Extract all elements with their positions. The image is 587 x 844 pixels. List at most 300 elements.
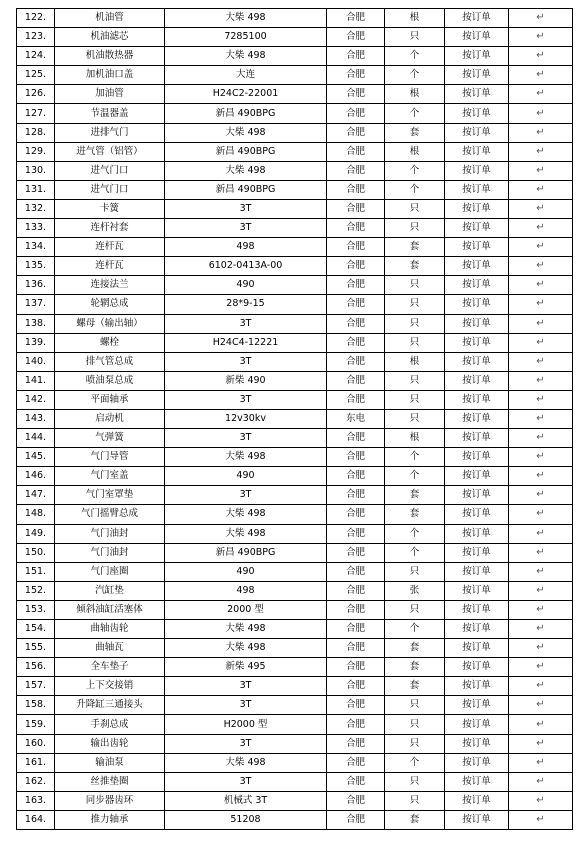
row-number-cell[interactable]: 151. xyxy=(17,562,55,581)
origin-cell[interactable]: 合肥 xyxy=(327,753,385,772)
origin-cell[interactable]: 合肥 xyxy=(327,161,385,180)
part-name-cell[interactable]: 气门油封 xyxy=(55,543,165,562)
table-row xyxy=(17,28,573,47)
unit-cell[interactable]: 只 xyxy=(385,791,445,810)
row-number-cell[interactable]: 153. xyxy=(17,600,55,619)
price-cell[interactable]: 按订单 xyxy=(445,772,509,791)
price-cell[interactable]: 按订单 xyxy=(445,371,509,390)
part-spec-cell[interactable]: 6102-0413A-00 xyxy=(165,257,327,276)
table-row xyxy=(17,85,573,104)
row-number-cell[interactable]: 150. xyxy=(17,543,55,562)
price-cell[interactable]: 按订单 xyxy=(445,524,509,543)
part-name-cell[interactable]: 进排气门 xyxy=(55,123,165,142)
part-name-cell[interactable]: 卡簧 xyxy=(55,199,165,218)
unit-cell[interactable]: 套 xyxy=(385,677,445,696)
row-number-cell[interactable]: 146. xyxy=(17,467,55,486)
price-cell[interactable]: 按订单 xyxy=(445,314,509,333)
part-name-cell[interactable]: 进气门口 xyxy=(55,180,165,199)
origin-cell[interactable]: 合肥 xyxy=(327,333,385,352)
table-row xyxy=(17,9,573,28)
row-number-cell[interactable]: 139. xyxy=(17,333,55,352)
table-row xyxy=(17,333,573,352)
price-cell[interactable]: 按订单 xyxy=(445,639,509,658)
part-spec-cell[interactable]: 大柴 498 xyxy=(165,448,327,467)
origin-cell[interactable]: 东电 xyxy=(327,409,385,428)
unit-cell[interactable]: 套 xyxy=(385,658,445,677)
return-mark-icon: ↵ xyxy=(509,772,573,791)
parts-table-body xyxy=(17,9,573,830)
row-number-cell[interactable]: 138. xyxy=(17,314,55,333)
row-number-cell[interactable]: 123. xyxy=(17,28,55,47)
part-spec-cell[interactable]: 大柴 498 xyxy=(165,620,327,639)
return-mark-icon: ↵ xyxy=(509,104,573,123)
unit-cell[interactable]: 只 xyxy=(385,219,445,238)
origin-cell[interactable]: 合肥 xyxy=(327,352,385,371)
row-number-cell[interactable]: 159. xyxy=(17,715,55,734)
price-cell[interactable]: 按订单 xyxy=(445,715,509,734)
origin-cell[interactable]: 合肥 xyxy=(327,219,385,238)
part-name-cell[interactable]: 上下交接销 xyxy=(55,677,165,696)
part-spec-cell[interactable]: 3T xyxy=(165,219,327,238)
unit-cell[interactable]: 只 xyxy=(385,734,445,753)
part-spec-cell[interactable]: 3T xyxy=(165,486,327,505)
origin-cell[interactable]: 合肥 xyxy=(327,810,385,829)
price-cell[interactable]: 按订单 xyxy=(445,28,509,47)
origin-cell[interactable]: 合肥 xyxy=(327,199,385,218)
row-number-cell[interactable]: 157. xyxy=(17,677,55,696)
row-number-cell[interactable]: 152. xyxy=(17,581,55,600)
part-spec-cell[interactable]: 新柴 495 xyxy=(165,658,327,677)
origin-cell[interactable]: 合肥 xyxy=(327,715,385,734)
unit-cell[interactable]: 只 xyxy=(385,333,445,352)
origin-cell[interactable]: 合肥 xyxy=(327,276,385,295)
part-spec-cell[interactable]: 大柴 498 xyxy=(165,47,327,66)
part-name-cell[interactable]: 喷油泵总成 xyxy=(55,371,165,390)
part-name-cell[interactable]: 连接法兰 xyxy=(55,276,165,295)
row-number-cell[interactable]: 164. xyxy=(17,810,55,829)
unit-cell[interactable]: 根 xyxy=(385,85,445,104)
origin-cell[interactable]: 合肥 xyxy=(327,639,385,658)
table-row xyxy=(17,257,573,276)
row-number-cell[interactable]: 144. xyxy=(17,429,55,448)
unit-cell[interactable]: 张 xyxy=(385,581,445,600)
row-number-cell[interactable]: 124. xyxy=(17,47,55,66)
row-number-cell[interactable]: 125. xyxy=(17,66,55,85)
unit-cell[interactable]: 个 xyxy=(385,524,445,543)
part-name-cell[interactable]: 输油泵 xyxy=(55,753,165,772)
origin-cell[interactable]: 合肥 xyxy=(327,257,385,276)
part-spec-cell[interactable]: 大柴 498 xyxy=(165,9,327,28)
part-spec-cell[interactable]: 大柴 498 xyxy=(165,639,327,658)
price-cell[interactable]: 按订单 xyxy=(445,199,509,218)
origin-cell[interactable]: 合肥 xyxy=(327,448,385,467)
part-name-cell[interactable]: 螺栓 xyxy=(55,333,165,352)
part-name-cell[interactable]: 推力轴承 xyxy=(55,810,165,829)
origin-cell[interactable]: 合肥 xyxy=(327,581,385,600)
return-mark-icon: ↵ xyxy=(509,753,573,772)
part-name-cell[interactable]: 气门油封 xyxy=(55,524,165,543)
part-spec-cell[interactable]: 大连 xyxy=(165,66,327,85)
unit-cell[interactable]: 个 xyxy=(385,180,445,199)
price-cell[interactable]: 按订单 xyxy=(445,85,509,104)
part-spec-cell[interactable]: 3T xyxy=(165,696,327,715)
return-mark-icon: ↵ xyxy=(509,238,573,257)
origin-cell[interactable]: 合肥 xyxy=(327,142,385,161)
row-number-cell[interactable]: 149. xyxy=(17,524,55,543)
part-spec-cell[interactable]: H24C2-22001 xyxy=(165,85,327,104)
return-mark-icon: ↵ xyxy=(509,467,573,486)
return-mark-icon: ↵ xyxy=(509,161,573,180)
part-spec-cell[interactable]: 3T xyxy=(165,772,327,791)
row-number-cell[interactable]: 137. xyxy=(17,295,55,314)
unit-cell[interactable]: 套 xyxy=(385,238,445,257)
return-mark-icon: ↵ xyxy=(509,66,573,85)
row-number-cell[interactable]: 132. xyxy=(17,199,55,218)
row-number-cell[interactable]: 155. xyxy=(17,639,55,658)
origin-cell[interactable]: 合肥 xyxy=(327,180,385,199)
price-cell[interactable]: 按订单 xyxy=(445,486,509,505)
part-name-cell[interactable]: 连杆瓦 xyxy=(55,257,165,276)
part-name-cell[interactable]: 机油管 xyxy=(55,9,165,28)
unit-cell[interactable]: 套 xyxy=(385,123,445,142)
price-cell[interactable]: 按订单 xyxy=(445,238,509,257)
part-spec-cell[interactable]: 2000 型 xyxy=(165,600,327,619)
part-spec-cell[interactable]: 3T xyxy=(165,734,327,753)
price-cell[interactable]: 按订单 xyxy=(445,696,509,715)
part-name-cell[interactable]: 加机油口盖 xyxy=(55,66,165,85)
price-cell[interactable]: 按订单 xyxy=(445,677,509,696)
price-cell[interactable]: 按订单 xyxy=(445,543,509,562)
part-name-cell[interactable]: 平面轴承 xyxy=(55,390,165,409)
price-cell[interactable]: 按订单 xyxy=(445,753,509,772)
origin-cell[interactable]: 合肥 xyxy=(327,238,385,257)
unit-cell[interactable]: 个 xyxy=(385,104,445,123)
price-cell[interactable]: 按订单 xyxy=(445,448,509,467)
part-name-cell[interactable]: 丝推垫圈 xyxy=(55,772,165,791)
unit-cell[interactable]: 个 xyxy=(385,448,445,467)
unit-cell[interactable]: 根 xyxy=(385,352,445,371)
return-mark-icon: ↵ xyxy=(509,123,573,142)
unit-cell[interactable]: 只 xyxy=(385,28,445,47)
table-row xyxy=(17,161,573,180)
unit-cell[interactable]: 只 xyxy=(385,276,445,295)
return-mark-icon: ↵ xyxy=(509,581,573,600)
unit-cell[interactable]: 根 xyxy=(385,142,445,161)
part-spec-cell[interactable]: 3T xyxy=(165,352,327,371)
row-number-cell[interactable]: 142. xyxy=(17,390,55,409)
origin-cell[interactable]: 合肥 xyxy=(327,562,385,581)
part-spec-cell[interactable]: 12v30kv xyxy=(165,409,327,428)
table-row xyxy=(17,371,573,390)
table-row xyxy=(17,409,573,428)
unit-cell[interactable]: 只 xyxy=(385,390,445,409)
unit-cell[interactable]: 套 xyxy=(385,505,445,524)
table-row xyxy=(17,448,573,467)
row-number-cell[interactable]: 156. xyxy=(17,658,55,677)
price-cell[interactable]: 按订单 xyxy=(445,429,509,448)
price-cell[interactable]: 按订单 xyxy=(445,104,509,123)
return-mark-icon: ↵ xyxy=(509,314,573,333)
part-name-cell[interactable]: 连杆瓦 xyxy=(55,238,165,257)
origin-cell[interactable]: 合肥 xyxy=(327,467,385,486)
part-name-cell[interactable]: 气门导管 xyxy=(55,448,165,467)
unit-cell[interactable]: 只 xyxy=(385,696,445,715)
price-cell[interactable]: 按订单 xyxy=(445,295,509,314)
row-number-cell[interactable]: 130. xyxy=(17,161,55,180)
part-name-cell[interactable]: 气门座圈 xyxy=(55,562,165,581)
price-cell[interactable]: 按订单 xyxy=(445,562,509,581)
unit-cell[interactable]: 套 xyxy=(385,810,445,829)
price-cell[interactable]: 按订单 xyxy=(445,505,509,524)
return-mark-icon: ↵ xyxy=(509,600,573,619)
row-number-cell[interactable]: 140. xyxy=(17,352,55,371)
origin-cell[interactable]: 合肥 xyxy=(327,47,385,66)
price-cell[interactable]: 按订单 xyxy=(445,161,509,180)
return-mark-icon: ↵ xyxy=(509,791,573,810)
origin-cell[interactable]: 合肥 xyxy=(327,429,385,448)
part-spec-cell[interactable]: 大柴 498 xyxy=(165,123,327,142)
row-number-cell[interactable]: 127. xyxy=(17,104,55,123)
origin-cell[interactable]: 合肥 xyxy=(327,28,385,47)
part-name-cell[interactable]: 气门摇臂总成 xyxy=(55,505,165,524)
price-cell[interactable]: 按订单 xyxy=(445,409,509,428)
price-cell[interactable]: 按订单 xyxy=(445,467,509,486)
part-spec-cell[interactable]: 498 xyxy=(165,581,327,600)
part-spec-cell[interactable]: 大柴 498 xyxy=(165,505,327,524)
row-number-cell[interactable]: 135. xyxy=(17,257,55,276)
return-mark-icon: ↵ xyxy=(509,352,573,371)
return-mark-icon: ↵ xyxy=(509,390,573,409)
origin-cell[interactable]: 合肥 xyxy=(327,772,385,791)
part-spec-cell[interactable]: 新昌 490BPG xyxy=(165,142,327,161)
row-number-cell[interactable]: 126. xyxy=(17,85,55,104)
part-name-cell[interactable]: 手刹总成 xyxy=(55,715,165,734)
part-name-cell[interactable]: 机油滤芯 xyxy=(55,28,165,47)
unit-cell[interactable]: 只 xyxy=(385,562,445,581)
part-spec-cell[interactable]: 3T xyxy=(165,390,327,409)
part-name-cell[interactable]: 机油散热器 xyxy=(55,47,165,66)
row-number-cell[interactable]: 148. xyxy=(17,505,55,524)
row-number-cell[interactable]: 162. xyxy=(17,772,55,791)
row-number-cell[interactable]: 133. xyxy=(17,219,55,238)
unit-cell[interactable]: 个 xyxy=(385,543,445,562)
origin-cell[interactable]: 合肥 xyxy=(327,600,385,619)
part-spec-cell[interactable]: 新柴 490 xyxy=(165,371,327,390)
return-mark-icon: ↵ xyxy=(509,219,573,238)
return-mark-icon: ↵ xyxy=(509,734,573,753)
origin-cell[interactable]: 合肥 xyxy=(327,123,385,142)
part-spec-cell[interactable]: 大柴 498 xyxy=(165,524,327,543)
unit-cell[interactable]: 根 xyxy=(385,429,445,448)
row-number-cell[interactable]: 163. xyxy=(17,791,55,810)
return-mark-icon: ↵ xyxy=(509,47,573,66)
unit-cell[interactable]: 只 xyxy=(385,409,445,428)
price-cell[interactable]: 按订单 xyxy=(445,276,509,295)
price-cell[interactable]: 按订单 xyxy=(445,257,509,276)
row-number-cell[interactable]: 128. xyxy=(17,123,55,142)
price-cell[interactable]: 按订单 xyxy=(445,142,509,161)
unit-cell[interactable]: 只 xyxy=(385,371,445,390)
part-spec-cell[interactable]: 新昌 490BPG xyxy=(165,543,327,562)
part-spec-cell[interactable]: 大柴 498 xyxy=(165,753,327,772)
price-cell[interactable]: 按订单 xyxy=(445,9,509,28)
origin-cell[interactable]: 合肥 xyxy=(327,620,385,639)
unit-cell[interactable]: 个 xyxy=(385,620,445,639)
origin-cell[interactable]: 合肥 xyxy=(327,524,385,543)
price-cell[interactable]: 按订单 xyxy=(445,390,509,409)
price-cell[interactable]: 按订单 xyxy=(445,734,509,753)
return-mark-icon: ↵ xyxy=(509,810,573,829)
return-mark-icon: ↵ xyxy=(509,620,573,639)
origin-cell[interactable]: 合肥 xyxy=(327,295,385,314)
price-cell[interactable]: 按订单 xyxy=(445,810,509,829)
table-row xyxy=(17,390,573,409)
unit-cell[interactable]: 个 xyxy=(385,753,445,772)
row-number-cell[interactable]: 154. xyxy=(17,620,55,639)
part-name-cell[interactable]: 连杆衬套 xyxy=(55,219,165,238)
part-spec-cell[interactable]: 新昌 490BPG xyxy=(165,180,327,199)
return-mark-icon: ↵ xyxy=(509,199,573,218)
origin-cell[interactable]: 合肥 xyxy=(327,85,385,104)
part-name-cell[interactable]: 输出齿轮 xyxy=(55,734,165,753)
part-name-cell[interactable]: 进气门口 xyxy=(55,161,165,180)
origin-cell[interactable]: 合肥 xyxy=(327,505,385,524)
origin-cell[interactable]: 合肥 xyxy=(327,658,385,677)
unit-cell[interactable]: 套 xyxy=(385,257,445,276)
part-spec-cell[interactable]: H2000 型 xyxy=(165,715,327,734)
unit-cell[interactable]: 只 xyxy=(385,295,445,314)
origin-cell[interactable]: 合肥 xyxy=(327,66,385,85)
part-name-cell[interactable]: 曲轴瓦 xyxy=(55,639,165,658)
part-spec-cell[interactable]: 机械式 3T xyxy=(165,791,327,810)
origin-cell[interactable]: 合肥 xyxy=(327,734,385,753)
unit-cell[interactable]: 套 xyxy=(385,639,445,658)
row-number-cell[interactable]: 129. xyxy=(17,142,55,161)
part-name-cell[interactable]: 加油管 xyxy=(55,85,165,104)
part-spec-cell[interactable]: 490 xyxy=(165,467,327,486)
origin-cell[interactable]: 合肥 xyxy=(327,543,385,562)
part-name-cell[interactable]: 全车垫子 xyxy=(55,658,165,677)
row-number-cell[interactable]: 158. xyxy=(17,696,55,715)
row-number-cell[interactable]: 122. xyxy=(17,9,55,28)
part-spec-cell[interactable]: 3T xyxy=(165,199,327,218)
price-cell[interactable]: 按订单 xyxy=(445,581,509,600)
unit-cell[interactable]: 个 xyxy=(385,66,445,85)
unit-cell[interactable]: 只 xyxy=(385,314,445,333)
price-cell[interactable]: 按订单 xyxy=(445,123,509,142)
row-number-cell[interactable]: 134. xyxy=(17,238,55,257)
row-number-cell[interactable]: 161. xyxy=(17,753,55,772)
part-name-cell[interactable]: 螺母（输出轴） xyxy=(55,314,165,333)
unit-cell[interactable]: 只 xyxy=(385,715,445,734)
part-name-cell[interactable]: 启动机 xyxy=(55,409,165,428)
unit-cell[interactable]: 套 xyxy=(385,486,445,505)
part-spec-cell[interactable]: 3T xyxy=(165,429,327,448)
table-row xyxy=(17,772,573,791)
origin-cell[interactable]: 合肥 xyxy=(327,371,385,390)
origin-cell[interactable]: 合肥 xyxy=(327,9,385,28)
row-number-cell[interactable]: 147. xyxy=(17,486,55,505)
return-mark-icon: ↵ xyxy=(509,543,573,562)
unit-cell[interactable]: 只 xyxy=(385,772,445,791)
row-number-cell[interactable]: 141. xyxy=(17,371,55,390)
part-name-cell[interactable]: 节温器盖 xyxy=(55,104,165,123)
table-row xyxy=(17,142,573,161)
return-mark-icon: ↵ xyxy=(509,85,573,104)
price-cell[interactable]: 按订单 xyxy=(445,47,509,66)
part-name-cell[interactable]: 气门室盖 xyxy=(55,467,165,486)
price-cell[interactable]: 按订单 xyxy=(445,333,509,352)
price-cell[interactable]: 按订单 xyxy=(445,219,509,238)
unit-cell[interactable]: 个 xyxy=(385,161,445,180)
row-number-cell[interactable]: 143. xyxy=(17,409,55,428)
part-spec-cell[interactable]: 7285100 xyxy=(165,28,327,47)
part-spec-cell[interactable]: 3T xyxy=(165,314,327,333)
table-row xyxy=(17,753,573,772)
row-number-cell[interactable]: 160. xyxy=(17,734,55,753)
return-mark-icon: ↵ xyxy=(509,333,573,352)
price-cell[interactable]: 按订单 xyxy=(445,620,509,639)
unit-cell[interactable]: 只 xyxy=(385,600,445,619)
origin-cell[interactable]: 合肥 xyxy=(327,677,385,696)
unit-cell[interactable]: 只 xyxy=(385,199,445,218)
table-row xyxy=(17,639,573,658)
origin-cell[interactable]: 合肥 xyxy=(327,696,385,715)
price-cell[interactable]: 按订单 xyxy=(445,658,509,677)
part-name-cell[interactable]: 升降缸三通接头 xyxy=(55,696,165,715)
part-spec-cell[interactable]: 498 xyxy=(165,238,327,257)
unit-cell[interactable]: 个 xyxy=(385,47,445,66)
row-number-cell[interactable]: 131. xyxy=(17,180,55,199)
price-cell[interactable]: 按订单 xyxy=(445,352,509,371)
part-spec-cell[interactable]: 大柴 498 xyxy=(165,161,327,180)
table-row xyxy=(17,562,573,581)
row-number-cell[interactable]: 136. xyxy=(17,276,55,295)
return-mark-icon: ↵ xyxy=(509,486,573,505)
origin-cell[interactable]: 合肥 xyxy=(327,314,385,333)
unit-cell[interactable]: 根 xyxy=(385,9,445,28)
part-name-cell[interactable]: 轮辋总成 xyxy=(55,295,165,314)
table-row xyxy=(17,734,573,753)
part-spec-cell[interactable]: 新昌 490BPG xyxy=(165,104,327,123)
part-name-cell[interactable]: 气弹簧 xyxy=(55,429,165,448)
part-name-cell[interactable]: 倾斜油缸活塞体 xyxy=(55,600,165,619)
origin-cell[interactable]: 合肥 xyxy=(327,791,385,810)
part-spec-cell[interactable]: 490 xyxy=(165,562,327,581)
part-name-cell[interactable]: 汽缸垫 xyxy=(55,581,165,600)
unit-cell[interactable]: 个 xyxy=(385,467,445,486)
part-name-cell[interactable]: 进气管（铝管） xyxy=(55,142,165,161)
price-cell[interactable]: 按订单 xyxy=(445,66,509,85)
part-spec-cell[interactable]: 28*9-15 xyxy=(165,295,327,314)
origin-cell[interactable]: 合肥 xyxy=(327,390,385,409)
origin-cell[interactable]: 合肥 xyxy=(327,486,385,505)
part-spec-cell[interactable]: 3T xyxy=(165,677,327,696)
row-number-cell[interactable]: 145. xyxy=(17,448,55,467)
part-spec-cell[interactable]: H24C4-12221 xyxy=(165,333,327,352)
table-row xyxy=(17,199,573,218)
price-cell[interactable]: 按订单 xyxy=(445,180,509,199)
origin-cell[interactable]: 合肥 xyxy=(327,104,385,123)
part-name-cell[interactable]: 排气管总成 xyxy=(55,352,165,371)
price-cell[interactable]: 按订单 xyxy=(445,600,509,619)
part-name-cell[interactable]: 同步器齿环 xyxy=(55,791,165,810)
part-name-cell[interactable]: 曲轴齿轮 xyxy=(55,620,165,639)
price-cell[interactable]: 按订单 xyxy=(445,791,509,810)
part-spec-cell[interactable]: 51208 xyxy=(165,810,327,829)
part-name-cell[interactable]: 气门室罩垫 xyxy=(55,486,165,505)
part-spec-cell[interactable]: 490 xyxy=(165,276,327,295)
